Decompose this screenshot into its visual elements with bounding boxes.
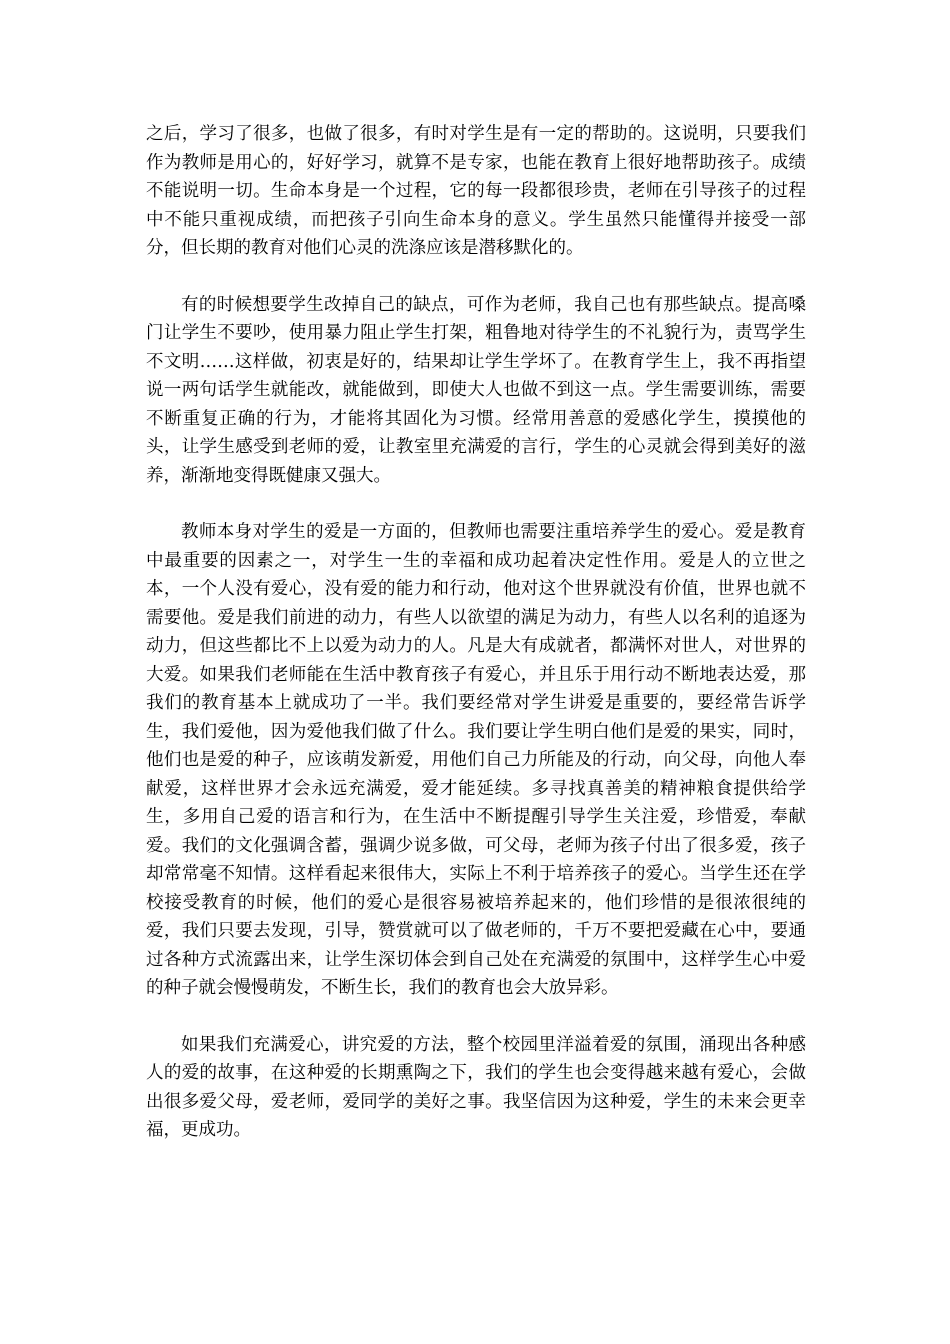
paragraph-shortcomings: 有的时候想要学生改掉自己的缺点，可作为老师，我自己也有那些缺点。提高嗓门让学生不要吵，使用暴力阻止学生打架，粗鲁地对待学生的不礼貌行为，责骂学生不文明……这样做，初衷是好的，结果却让学生学坏了。在教育学生上，我不再指望说一两句话学生就能改，就能做到，即使大人也做不到这一点。学生需要训练，需要不断重复正确的行为，才能将其固化为习惯。经常用善意的爱感化学生，摸摸他的头，让学生感受到老师的爱，让教室里充满爱的言行，学生的心灵就会得到美好的滋养，渐渐地变得既健康又强大。	[146, 294, 806, 486]
paragraph-continuation: 之后，学习了很多，也做了很多，有时对学生是有一定的帮助的。这说明，只要我们作为教师是用心的，好好学习，就算不是专家，也能在教育上很好地帮助孩子。成绩不能说明一切。生命本身是一个过程，它的每一段都很珍贵，老师在引导孩子的过程中不能只重视成绩，而把孩子引向生命本身的意义。学生虽然只能懂得并接受一部分，但长期的教育对他们心灵的洗涤应该是潜移默化的。	[146, 124, 806, 258]
paragraph-cultivating-love: 教师本身对学生的爱是一方面的，但教师也需要注重培养学生的爱心。爱是教育中最重要的因素之一，对学生一生的幸福和成功起着决定性作用。爱是人的立世之本，一个人没有爱心，没有爱的能力和行动，他对这个世界就没有价值，世界也就不需要他。爱是我们前进的动力，有些人以欲望的满足为动力，有些人以名利的追逐为动力，但这些都比不上以爱为动力的人。凡是大有成就者，都满怀对世人，对世界的大爱。如果我们老师能在生活中教育孩子有爱心，并且乐于用行动不断地表达爱，那我们的教育基本上就成功了一半。我们要经常对学生讲爱是重要的，要经常告诉学生，我们爱他，因为爱他我们做了什么。我们要让学生明白他们是爱的果实，同时，他们也是爱的种子，应该萌发新爱，用他们自己力所能及的行动，向父母，向他人奉献爱，这样世界才会永远充满爱，爱才能延续。多寻找真善美的精神粮食提供给学生，多用自己爱的语言和行为，在生活中不断提醒引导学生关注爱，珍惜爱，奉献爱。我们的文化强调含蓄，强调少说多做，可父母，老师为孩子付出了很多爱，孩子却常常毫不知情。这样看起来很伟大，实际上不利于培养孩子的爱心。当学生还在学校接受教育的时候，他们的爱心是很容易被培养起来的，他们珍惜的是很浓很纯的爱，我们只要去发现，引导，赞赏就可以了做老师的，千万不要把爱藏在心中，要通过各种方式流露出来，让学生深切体会到自己处在充满爱的氛围中，这样学生心中爱的种子就会慢慢萌发，不断生长，我们的教育也会大放异彩。	[146, 522, 806, 998]
paragraph-conclusion: 如果我们充满爱心，讲究爱的方法，整个校园里洋溢着爱的氛围，涌现出各种感人的爱的故事，在这种爱的长期熏陶之下，我们的学生也会变得越来越有爱心，会做出很多爱父母，爱老师，爱同学的美好之事。我坚信因为这种爱，学生的未来会更幸福，更成功。	[146, 1034, 806, 1140]
document-page	[146, 120, 806, 1173]
